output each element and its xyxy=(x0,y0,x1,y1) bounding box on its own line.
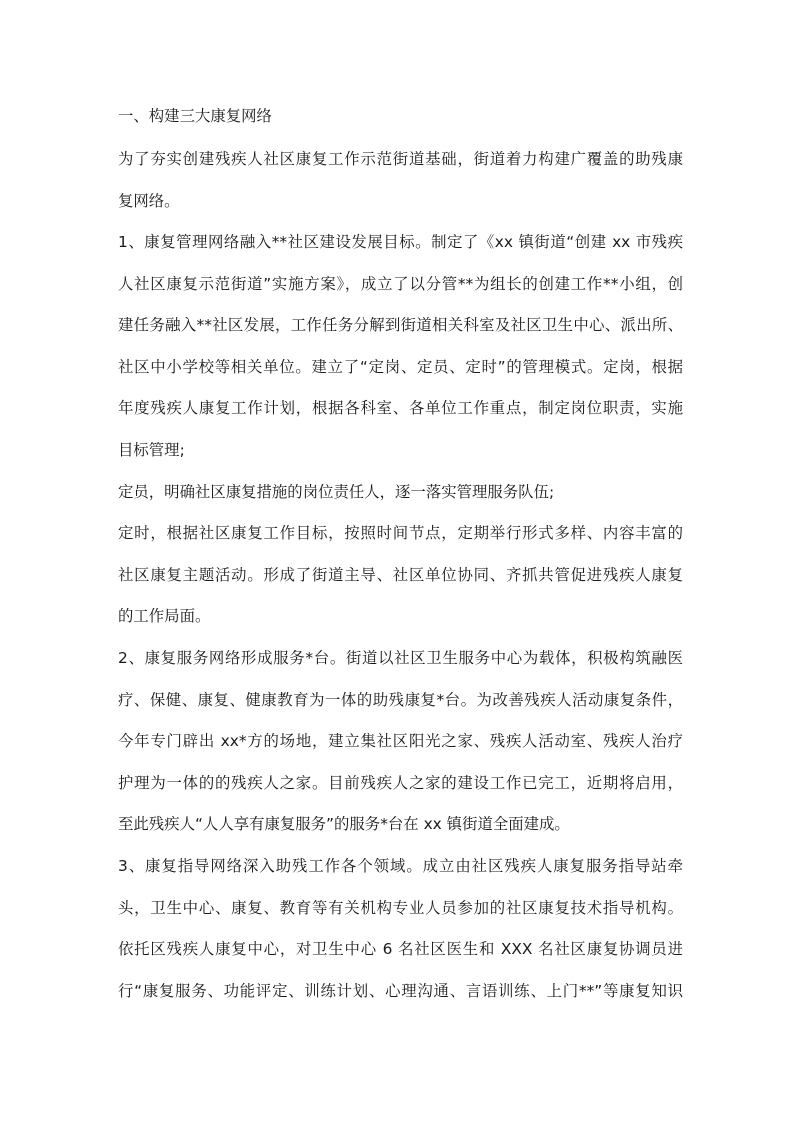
text-line: 定员，明确社区康复措施的岗位责任人，逐一落实管理服务队伍; xyxy=(118,483,555,501)
text-line: 2、康复服务网络形成服务*台。街道以社区卫生服务中心为载体，积极构筑融医 xyxy=(118,649,683,667)
text-line: 头，卫生中心、康复、教育等有关机构专业人员参加的社区康复技术指导机构。 xyxy=(118,899,683,917)
text-line: 人社区康复示范街道”实施方案》，成立了以分管**为组长的创建工作**小组，创 xyxy=(118,275,683,293)
text-line: 行“康复服务、功能评定、训练计划、心理沟通、言语训练、上门**”等康复知识 xyxy=(118,982,683,1000)
text-line: 1、康复管理网络融入**社区建设发展目标。制定了《xx 镇街道“创建 xx 市残疾 xyxy=(118,233,683,251)
text-line: 疗、保健、康复、健康教育为一体的助残康复*台。为改善残疾人活动康复条件， xyxy=(118,691,683,709)
text-line: 3、康复指导网络深入助残工作各个领域。成立由社区残疾人康复服务指导站牵 xyxy=(118,857,683,875)
text-line: 的工作局面。 xyxy=(118,607,211,625)
text-line: 定时，根据社区康复工作目标，按照时间节点，定期举行形式多样、内容丰富的 xyxy=(118,524,683,542)
text-line: 护理为一体的的残疾人之家。目前残疾人之家的建设工作已完工，近期将启用， xyxy=(118,774,683,792)
text-line: 依托区残疾人康复中心，对卫生中心 6 名社区医生和 XXX 名社区康复协调员进 xyxy=(118,940,683,958)
text-line: 至此残疾人“人人享有康复服务”的服务*台在 xx 镇街道全面建成。 xyxy=(118,815,570,833)
text-line: 为了夯实创建残疾人社区康复工作示范街道基础，街道着力构建广覆盖的助残康 xyxy=(118,150,683,168)
text-line: 复网络。 xyxy=(118,192,180,210)
text-line: 目标管理; xyxy=(118,441,185,459)
text-line: 社区中小学校等相关单位。建立了“定岗、定员、定时”的管理模式。定岗，根据 xyxy=(118,358,683,376)
text-line: 年度残疾人康复工作计划，根据各科室、各单位工作重点，制定岗位职责，实施 xyxy=(118,399,683,417)
text-line: 社区康复主题活动。形成了街道主导、社区单位协同、齐抓共管促进残疾人康复 xyxy=(118,566,683,584)
text-line: 建任务融入**社区发展，工作任务分解到街道相关科室及社区卫生中心、派出所、 xyxy=(118,316,683,334)
section-heading: 一、构建三大康复网络 xyxy=(118,107,272,125)
text-line: 今年专门辟出 xx*方的场地，建立集社区阳光之家、残疾人活动室、残疾人治疗 xyxy=(118,732,683,750)
